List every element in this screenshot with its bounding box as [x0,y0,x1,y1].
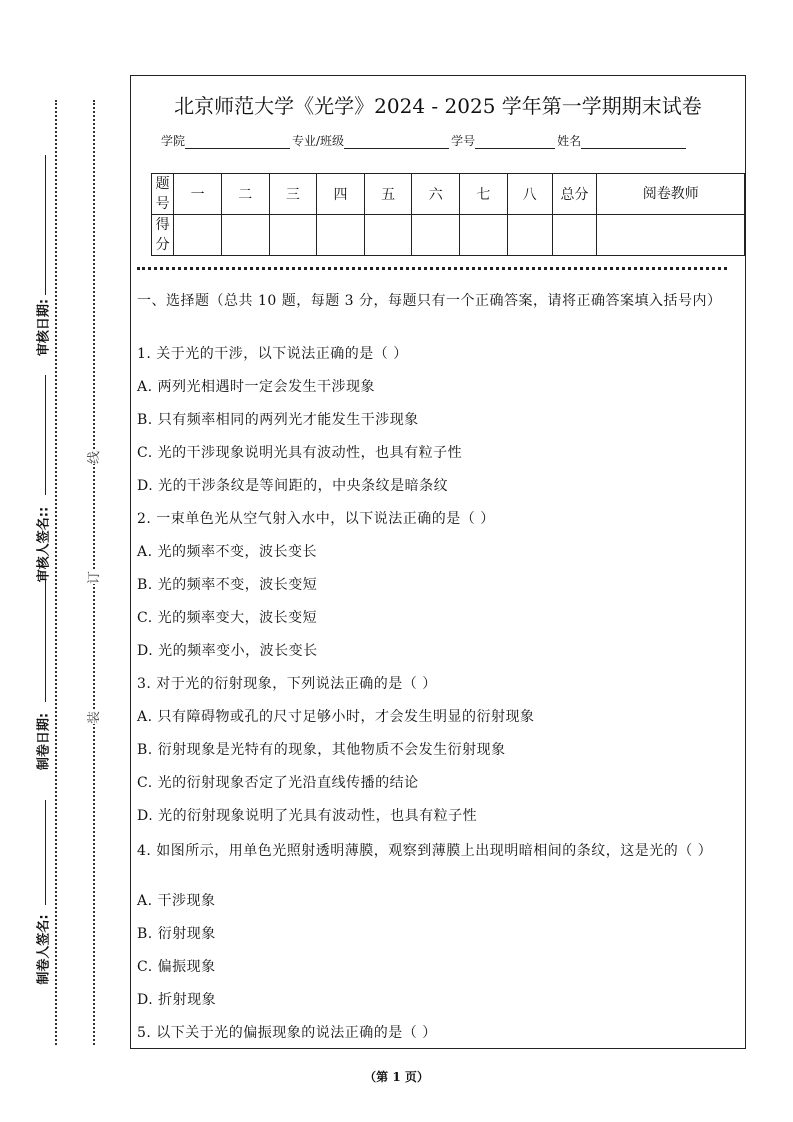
college-label: 学院 [161,134,186,148]
question-stem: 3. 对于光的衍射现象，下列说法正确的是（ ） [137,676,437,692]
col-5: 五 [364,174,412,215]
answer-option: D. 光的频率变小，波长变长 [137,643,318,659]
table-row [152,215,745,256]
table-row [152,174,745,215]
col-7: 七 [460,174,508,215]
name-label: 姓名 [557,134,582,148]
answer-option: B. 光的频率不变，波长变短 [137,577,318,593]
score-cell[interactable] [269,215,317,256]
question-number-header: 题号 [152,174,174,215]
score-cell[interactable] [552,215,597,256]
make-date-label: 制卷日期: [36,712,52,771]
answer-option: B. 衍射现象 [137,926,216,942]
answer-option: D. 折射现象 [137,992,217,1008]
answer-option: B. 只有频率相同的两列光才能发生干涉现象 [137,412,419,428]
answer-option: A. 两列光相遇时一定会发生干涉现象 [137,379,376,395]
score-header: 得分 [152,215,174,256]
answer-option: C. 光的频率变大，波长变短 [137,610,318,626]
col-total: 总分 [552,174,597,215]
answer-option: A. 干涉现象 [137,893,216,909]
answer-option: D. 光的干涉条纹是等间距的，中央条纹是暗条纹 [137,478,449,494]
answer-option: C. 光的干涉现象说明光具有波动性，也具有粒子性 [137,445,463,461]
col-2: 二 [221,174,269,215]
binding-dotted-line-outer [55,100,57,1045]
reviewer-signature-line [45,375,46,495]
section-heading: 一、选择题（总共 10 题，每题 3 分，每题只有一个正确答案，请将正确答案填入括号内） [137,293,722,309]
student-info-row [161,132,688,149]
name-field[interactable] [581,136,686,149]
score-cell[interactable] [317,215,365,256]
col-4: 四 [317,174,365,215]
maker-signature-line [45,800,46,905]
answer-option: B. 衍射现象是光特有的现象，其他物质不会发生衍射现象 [137,742,506,758]
page-number: （第 1 页） [364,1070,429,1084]
score-cell[interactable] [412,215,460,256]
student-id-field[interactable] [475,136,555,149]
answer-option: C. 偏振现象 [137,959,216,975]
col-3: 三 [269,174,317,215]
score-cell[interactable] [597,215,745,256]
binding-char-zhuang: 装 [81,711,104,724]
col-6: 六 [412,174,460,215]
make-date-line [45,580,46,702]
answer-option: D. 光的衍射现象说明了光具有波动性，也具有粒子性 [137,808,478,824]
answer-option: C. 光的衍射现象否定了光沿直线传播的结论 [137,775,419,791]
binding-char-ding: 订 [81,571,104,584]
exam-content-box [130,75,746,1049]
score-cell[interactable] [460,215,508,256]
score-cell[interactable] [364,215,412,256]
score-cell[interactable] [221,215,269,256]
question-stem: 1. 关于光的干涉，以下说法正确的是（ ） [137,346,408,362]
major-class-field[interactable] [344,136,449,149]
question-stem: 2. 一束单色光从空气射入水中，以下说法正确的是（ ） [137,511,495,527]
student-id-label: 学号 [451,134,476,148]
binding-char-xian: 线 [81,451,104,464]
question-stem: 4. 如图所示，用单色光照射透明薄膜，观察到薄膜上出现明暗相间的条纹，这是光的（ ） [137,843,713,859]
dotted-separator [137,267,727,270]
page-title: 北京师范大学《光学》2024 - 2025 学年第一学期期末试卷 [174,94,702,118]
major-class-label: 专业/班级 [292,134,345,148]
answer-option: A. 光的频率不变，波长变长 [137,544,318,560]
col-8: 八 [507,174,552,215]
review-date-label: 审核日期: [36,298,52,357]
question-stem: 5. 以下关于光的偏振现象的说法正确的是（ ） [137,1025,437,1041]
reviewer-signature-label: 审核人签名:: [36,506,52,583]
answer-option: A. 只有障碍物或孔的尺寸足够小时，才会发生明显的衍射现象 [137,709,535,725]
maker-signature-label: 制卷人签名: [36,914,52,985]
score-cell[interactable] [174,215,222,256]
col-1: 一 [174,174,222,215]
review-date-line [45,155,46,295]
col-grader: 阅卷教师 [597,174,745,215]
score-table [151,173,745,256]
college-field[interactable] [185,136,290,149]
score-cell[interactable] [507,215,552,256]
